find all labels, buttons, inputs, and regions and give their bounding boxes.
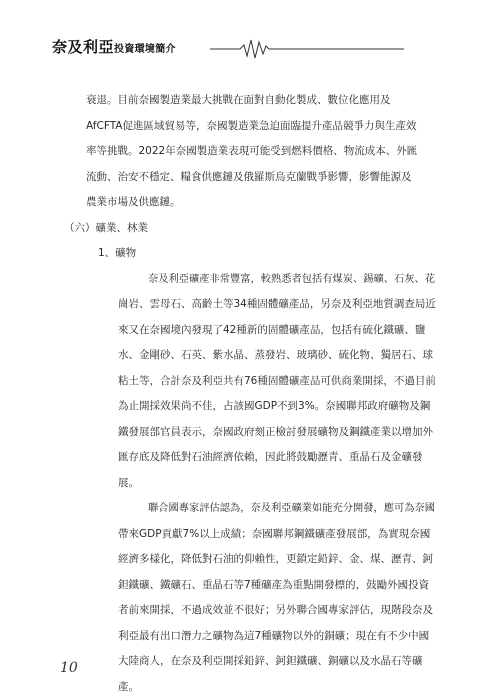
header-title-sub: 投資環境簡介 (114, 44, 176, 55)
paragraph-line: 鉭鐵礦、鐵礦石、重晶石等7種礦產為重點開發標的，鼓勵外國投資 (118, 578, 430, 591)
paragraph-line: 粘土等，合計奈及利亞共有76種固體礦產品可供商業開採，不過目前 (118, 374, 436, 387)
paragraph-line: 者前來開採，不過成效並不很好；另外聯合國專家評估，現階段奈及 (118, 604, 433, 616)
paragraph-line: 來又在奈國境內發現了42種新的固體礦產品，包括有硫化鐵礦、鹽 (118, 323, 426, 336)
paragraph-line: 水、金剛砂、石英、紫水晶、蒸發岩、玻璃砂、硫化物、獨居石、球 (118, 349, 433, 361)
paragraph-line: 鐵發展部官員表示，奈國政府刻正檢討發展礦物及鋼鐵產業以增加外 (118, 425, 433, 438)
paragraph-line: 聯合國專家評估認為，奈及利亞礦業如能充分開發，應可為奈國 (148, 502, 436, 514)
paragraph-line: 奈及利亞礦產非常豐富，較熟悉者包括有煤炭、錫礦、石灰、花 (148, 272, 436, 285)
paragraph-line: 展。 (118, 476, 139, 489)
paragraph-line: 崗岩、雲母石、高齡土等34種固體礦產品，另奈及利亞地質調查局近 (118, 298, 436, 310)
paragraph-line: 帶來GDP貢獻7%以上成績；奈國聯邦鋼鐵礦產發展部，為實現奈國 (118, 527, 431, 540)
paragraph-line: 率等挑戰。2022年奈國製造業表現可能受到燃料價格、物流成本、外匯 (86, 145, 418, 157)
paragraph-line: 經濟多樣化，降低對石油的仰賴性，更鎖定鉛鋅、金、煤、瀝青、鈳 (118, 553, 433, 565)
paragraph-line: 農業市場及供應鏈。 (86, 196, 181, 208)
section-heading: （六）礦業、林業 (64, 221, 148, 234)
paragraph-line: 利亞最有出口潛力之礦物為這7種礦物以外的銅礦；現在有不少中國 (118, 629, 430, 642)
paragraph-line: 產。 (118, 680, 139, 693)
paragraph-line: 流動、治安不穩定、糧食供應鏈及俄羅斯烏克蘭戰爭影響，影響能源及 (86, 170, 412, 183)
paragraph-line: 為止開採效果尚不佳，占該國GDP不到3%。奈國聯邦政府礦物及鋼 (118, 400, 431, 412)
sub-heading: 1、礦物 (98, 247, 137, 259)
paragraph-line: AfCFTA促進區域貿易等，奈國製造業急迫面臨提升產品競爭力與生產效 (86, 119, 417, 132)
paragraph-line: 衰退。目前奈國製造業最大挑戰在面對自動化製成、數位化應用及 (86, 94, 391, 106)
paragraph-line: 匯存底及降低對石油經濟依賴，因此將鼓勵瀝青、重晶石及金礦發 (118, 451, 423, 463)
page-number: 10 (60, 660, 78, 676)
header-title-main: 奈及利亞 (52, 38, 115, 56)
paragraph-line: 大陸商人，在奈及利亞開採鉛鋅、鈳鉭鐵礦、銅礦以及水晶石等礦 (118, 655, 423, 667)
